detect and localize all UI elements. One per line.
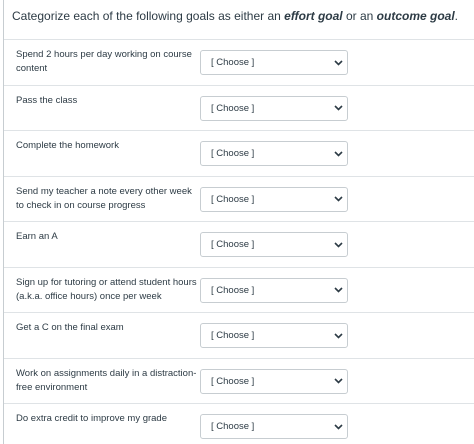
goal-type-select[interactable] <box>200 278 348 303</box>
select-value: [ Choose ] <box>211 330 255 341</box>
goal-type-select[interactable] <box>200 369 348 394</box>
goal-label: Spend 2 hours per day working on course content <box>16 49 192 74</box>
chevron-down-icon <box>329 415 347 438</box>
chevron-down-icon <box>329 233 347 256</box>
chevron-down-icon <box>329 370 347 393</box>
goal-row <box>4 131 474 177</box>
select-value: [ Choose ] <box>211 421 255 432</box>
chevron-down-icon <box>329 142 347 165</box>
chevron-down-icon <box>329 188 347 211</box>
chevron-down-icon <box>329 51 347 74</box>
goal-label: Work on assignments daily in a distraction-free environment <box>16 367 197 393</box>
goal-type-select[interactable] <box>200 96 348 121</box>
chevron-down-icon <box>329 279 347 302</box>
select-value: [ Choose ] <box>211 284 255 296</box>
chevron-down-icon <box>329 324 347 347</box>
select-value: [ Choose ] <box>211 57 255 68</box>
goal-row <box>4 177 474 223</box>
goal-type-select[interactable] <box>200 141 348 166</box>
goal-row <box>4 268 474 314</box>
goal-row <box>4 404 474 444</box>
goal-type-select[interactable] <box>200 414 348 439</box>
select-value: [ Choose ] <box>211 239 255 250</box>
goal-row <box>4 40 474 86</box>
goal-label: Get a C on the final exam <box>16 322 124 333</box>
prompt-effort-term: effort goal <box>284 9 343 23</box>
goal-row <box>4 86 474 132</box>
question-prompt <box>12 8 467 24</box>
prompt-text-start: Categorize each of the following goals as either an <box>12 9 285 23</box>
goal-label: Send my teacher a note every other week to check in on course progress <box>16 185 192 211</box>
goal-row <box>4 222 474 268</box>
prompt-text-end: . <box>454 9 459 23</box>
prompt-text-middle: or an <box>342 9 377 23</box>
select-value: [ Choose ] <box>211 148 255 159</box>
goal-row <box>4 359 474 405</box>
goal-type-select[interactable] <box>200 50 348 75</box>
goal-type-select[interactable] <box>200 187 348 212</box>
goal-row <box>4 313 474 359</box>
select-value: [ Choose ] <box>211 375 255 387</box>
goal-label: Earn an A <box>16 231 58 242</box>
goal-label: Complete the homework <box>16 140 119 151</box>
goal-label: Sign up for tutoring or attend student hours (a.k.a. office hours) once per week <box>16 276 197 302</box>
select-value: [ Choose ] <box>211 102 255 114</box>
goal-type-select[interactable] <box>200 232 348 257</box>
chevron-down-icon <box>329 97 347 120</box>
prompt-outcome-term: outcome goal <box>376 9 455 23</box>
goal-label: Pass the class <box>16 94 78 106</box>
goal-label: Do extra credit to improve my grade <box>16 413 168 424</box>
select-value: [ Choose ] <box>211 193 255 205</box>
goal-type-select[interactable] <box>200 323 348 348</box>
